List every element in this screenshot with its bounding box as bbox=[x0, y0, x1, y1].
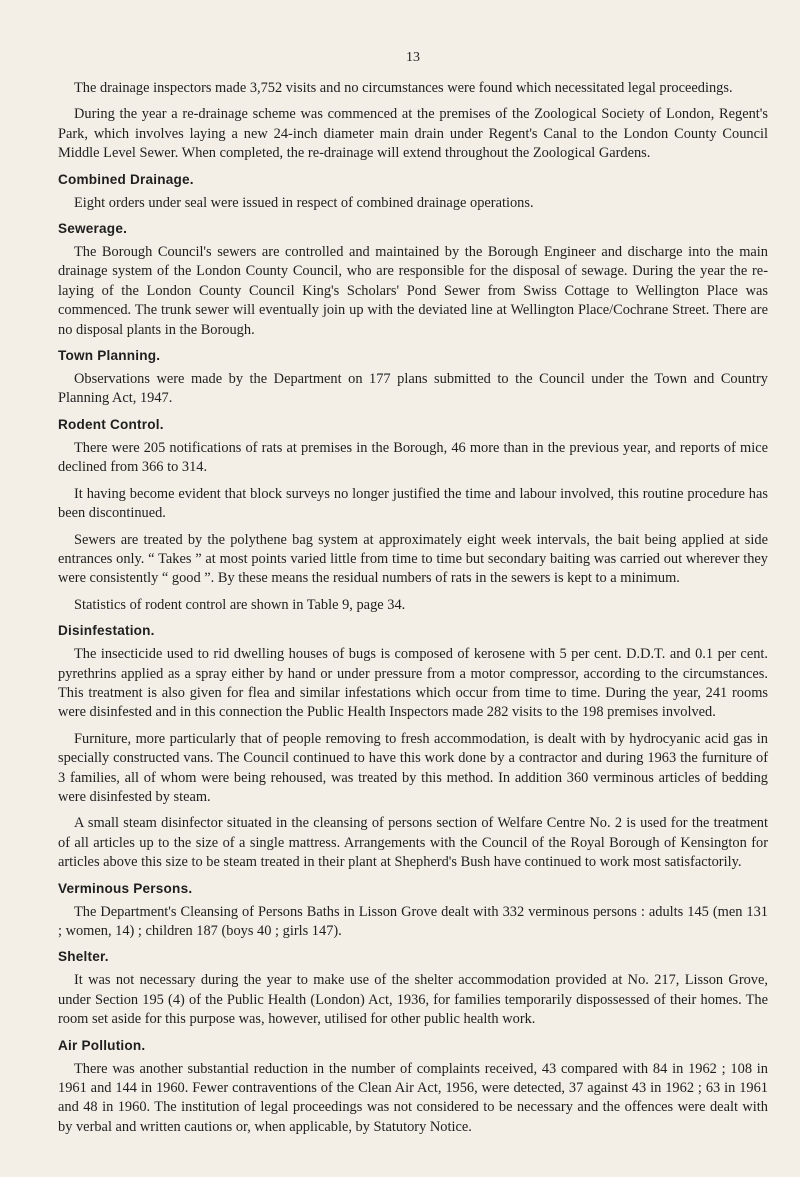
section-heading-sewerage: Sewerage. bbox=[58, 221, 128, 237]
section-heading-combined-drainage: Combined Drainage. bbox=[58, 171, 194, 187]
rodent-control-paragraph: There were 205 notifications of rats at premises in the Borough, 46 more than in the previous year, and reports of mice declined from 366 to 314. bbox=[58, 439, 768, 476]
intro-paragraph: During the year a re-drainage scheme was commenced at the premises of the Zoological Society of London, Regent's Park, which involves laying a new 24-inch diameter main drain under Regent's Canal to the London County Council Middle Level Sewer. When completed, the re-drainage will extend throughout the Zoological Gardens. bbox=[58, 106, 768, 162]
verminous-persons-paragraph: The Department's Cleansing of Persons Baths in Lisson Grove dealt with 332 verminous persons : adults 145 (men 131 ; women, 14) ; children 187 (boys 40 ; girls 147). bbox=[58, 903, 768, 939]
air-pollution-paragraph: There was another substantial reduction in the number of complaints received, 43 compared with 84 in 1962 ; 108 in 1961 and 144 in 1960. Fewer contraventions of the Clean Air Act, 1956, were detected, 37 against 43 in 1962 ; 63 in 1961 and 48 in 1960. The institution of legal proceedings was not considered to be necessary and the offences were dealt with by verbal and written cautions or, when applicable, by Statutory Notice. bbox=[58, 1060, 768, 1135]
town-planning-paragraph: Observations were made by the Department on 177 plans submitted to the Council under the Town and Country Planning Act, 1947. bbox=[58, 371, 768, 407]
section-heading-air-pollution: Air Pollution. bbox=[58, 1037, 146, 1053]
disinfestation-paragraph: Furniture, more particularly that of people removing to fresh accommodation, is dealt with by hydrocyanic acid gas in specially constructed vans. The Council continued to have this work done by a contractor and during 1963 the furniture of 3 families, all of whom were being rehoused, was treated by this method. In addition 360 verminous articles of bedding were disinfested by steam. bbox=[58, 730, 768, 805]
rodent-control-paragraph: Sewers are treated by the polythene bag system at approximately eight week intervals, the bait being applied at side entrances only. “ Takes ” at most points varied little from time to time but secondary baiting was carried out wherever they were consistently “ good ”. By these means the residual numbers of rats in the sewers is kept to a minimum. bbox=[58, 531, 768, 587]
section-heading-town-planning: Town Planning. bbox=[58, 348, 161, 364]
page-content bbox=[58, 79, 768, 1144]
section-heading-disinfestation: Disinfestation. bbox=[58, 623, 155, 639]
page-number: 13 bbox=[406, 50, 420, 65]
combined-drainage-paragraph: Eight orders under seal were issued in respect of combined drainage operations. bbox=[74, 194, 534, 211]
disinfestation-paragraph: The insecticide used to rid dwelling houses of bugs is composed of kerosene with 5 per cent. D.D.T. and 0.1 per cent. pyrethrins applied as a spray either by hand or under pressure from a motor compressor, according to the circumstances. This treatment is also given for flea and similar infestations which occur from time to time. During the year, 241 rooms were disinfested and in this connection the Public Health Inspectors made 282 visits to the 198 premises involved. bbox=[58, 646, 768, 721]
sewerage-paragraph: The Borough Council's sewers are controlled and maintained by the Borough Engineer and discharge into the main drainage system of the London County Council, who are responsible for the disposal of sewage. During the year the re-laying of the London County Council King's Scholars' Pond Sewer from Swiss Cottage to Wellington Place was commenced. The trunk sewer will eventually join up with the deviated line at Wellington Place/Cochrane Street. There are no disposal plants in the Borough. bbox=[58, 244, 768, 338]
intro-paragraph: The drainage inspectors made 3,752 visits and no circumstances were found which necessitated legal proceedings. bbox=[74, 80, 733, 96]
disinfestation-paragraph: A small steam disinfector situated in the cleansing of persons section of Welfare Centre No. 2 is used for the treatment of all articles up to the size of a single mattress. Arrangements with the Council of the Royal Borough of Kensington for articles above this size to be steam treated in their plant at Shepherd's Bush have continued to work most satisfactorily. bbox=[58, 815, 768, 871]
section-heading-verminous-persons: Verminous Persons. bbox=[58, 880, 193, 896]
shelter-paragraph: It was not necessary during the year to make use of the shelter accommodation provided at No. 217, Lisson Grove, under Section 195 (4) of the Public Health (London) Act, 1936, for families temporarily dispossessed of their homes. The room set aside for this purpose was, however, utilised for other public health work. bbox=[58, 972, 768, 1028]
section-heading-shelter: Shelter. bbox=[58, 949, 109, 965]
rodent-control-paragraph: It having become evident that block surveys no longer justified the time and labour involved, this routine procedure has been discontinued. bbox=[58, 485, 768, 522]
rodent-control-paragraph: Statistics of rodent control are shown in Table 9, page 34. bbox=[74, 596, 406, 613]
section-heading-rodent-control: Rodent Control. bbox=[58, 416, 164, 432]
